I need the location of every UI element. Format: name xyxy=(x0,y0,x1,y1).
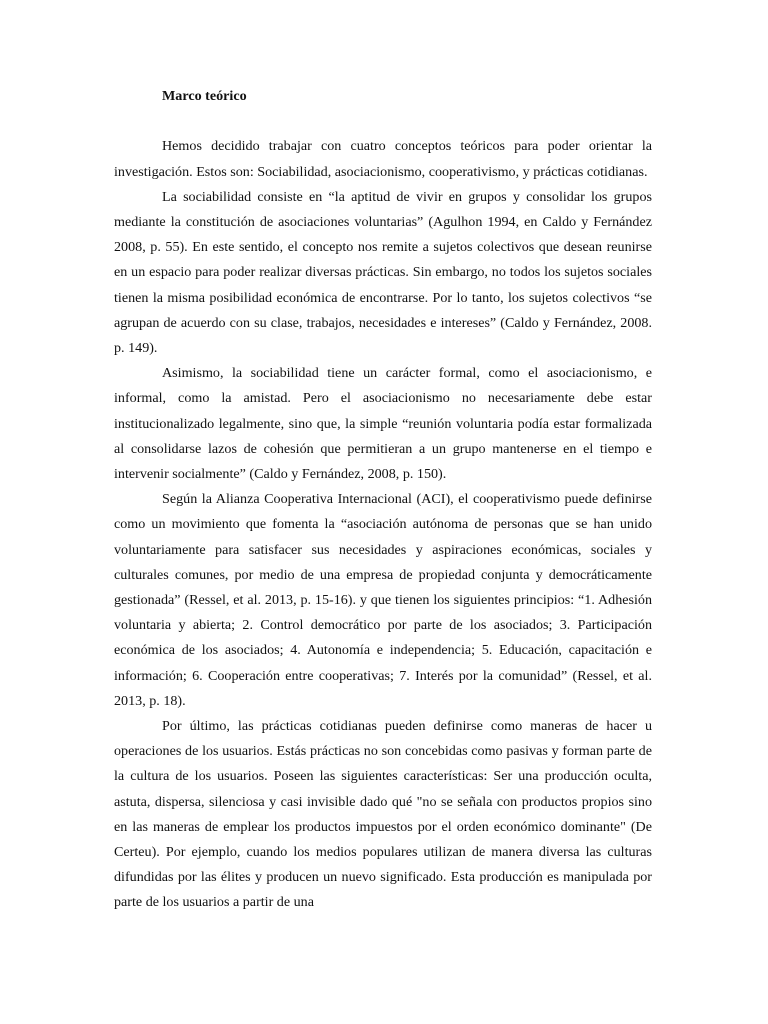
paragraph-asociacionismo: Asimismo, la sociabilidad tiene un carácter formal, como el asociacionismo, e informal, como la amistad. Pero el asociacionismo no necesariamente debe estar institucionalizado legalmente, sino que, la simple “reunión voluntaria podía estar formalizada al consolidarse lazos de cohesión que permitieran a un grupo mantenerse en el tiempo e intervenir socialmente” (Caldo y Fernández, 2008, p. 150). xyxy=(114,365,652,483)
paragraph-cooperativismo: Según la Alianza Cooperativa Internacional (ACI), el cooperativismo puede definirse como un movimiento que fomenta la “asociación autónoma de personas que se han unido voluntariamente para satisfacer sus necesidades y aspiraciones económicas, sociales y culturales comunes, por medio de una empresa de propiedad conjunta y democráticamente gestionada” (Ressel, et al. 2013, p. 15-16). y que tienen los siguientes principios: “1. Adhesión voluntaria y abierta; 2. Control democrático por parte de los asociados; 3. Participación económica de los asociados; 4. Autonomía e independencia; 5. Educación, capacitación e información; 6. Cooperación entre cooperativas; 7. Interés por la comunidad” (Ressel, et al. 2013, p. 18). xyxy=(114,491,652,709)
paragraph-sociabilidad: La sociabilidad consiste en “la aptitud de vivir en grupos y consolidar los grupos mediante la constitución de asociaciones voluntarias” (Agulhon 1994, en Caldo y Fernández 2008, p. 55). En este sentido, el concepto nos remite a sujetos colectivos que desean reunirse en un espacio para poder realizar diversas prácticas. Sin embargo, no todos los sujetos sociales tienen la misma posibilidad económica de encontrarse. Por lo tanto, los sujetos colectivos “se agrupan de acuerdo con su clase, trabajos, necesidades e intereses” (Caldo y Fernández, 2008. p. 149). xyxy=(114,188,652,356)
section-heading: Marco teórico xyxy=(162,88,247,104)
paragraph-intro: Hemos decidido trabajar con cuatro conceptos teóricos para poder orientar la investigación. Estos son: Sociabilidad, asociacionismo, cooperativismo, y prácticas cotidianas. xyxy=(114,138,652,180)
paragraph-practicas-cotidianas: Por último, las prácticas cotidianas pueden definirse como maneras de hacer u operaciones de los usuarios. Estás prácticas no son concebidas como pasivas y forman parte de la cultura de los usuarios. Poseen las siguientes características: Ser una producción oculta, astuta, dispersa, silenciosa y casi invisible dado qué "no se señala con productos propios sino en las maneras de emplear los productos impuestos por el orden económico dominante" (De Certeu). Por ejemplo, cuando los medios populares utilizan de manera diversa las culturas difundidas por las élites y producen un nuevo significado. Esta producción es manipulada por parte de los usuarios a partir de una xyxy=(114,718,652,911)
heading-spacer xyxy=(114,109,652,134)
document-body xyxy=(114,84,652,916)
